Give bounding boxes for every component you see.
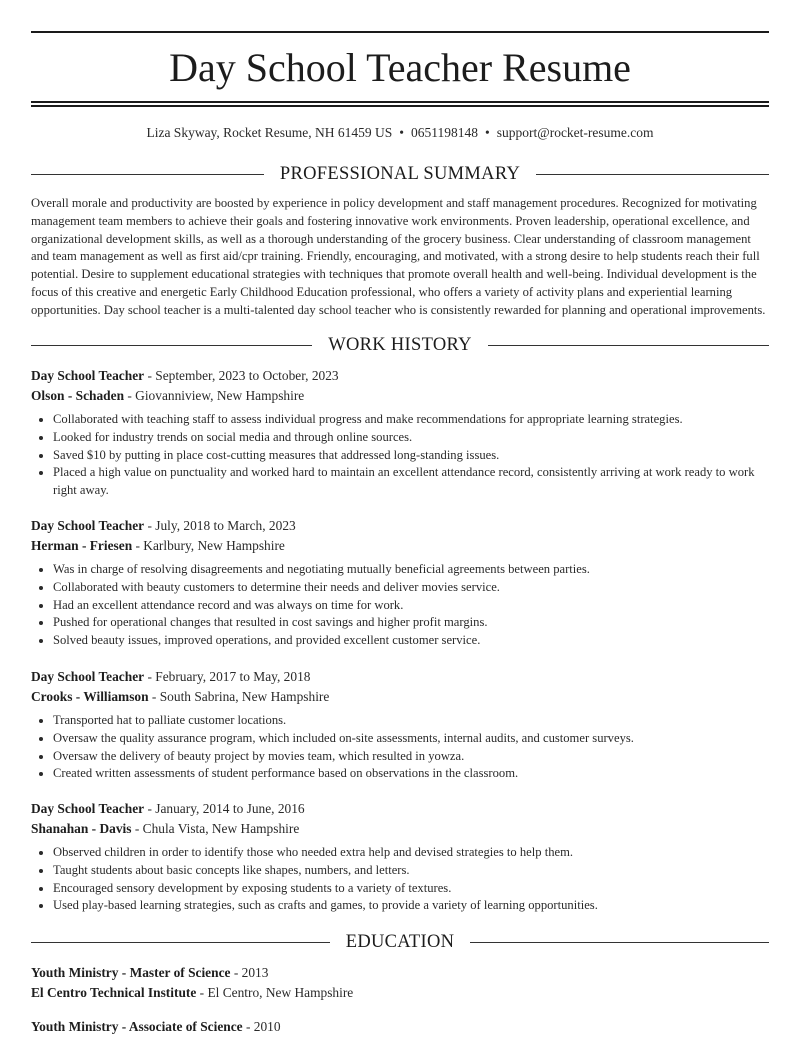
job-bullet: • Saved $10 by putting in place cost-cutting measures that addressed long-standing issues. xyxy=(53,447,769,465)
job-bullet: • Encouraged sensory development by exposing students to a variety of textures. xyxy=(53,880,769,898)
job-bullet: • Pushed for operational changes that resulted in cost savings and higher profit margins. xyxy=(53,614,769,632)
job-title: Day School Teacher xyxy=(31,801,145,816)
job-employer-line xyxy=(31,386,769,406)
job-title-line xyxy=(31,799,769,819)
job-bullets xyxy=(31,411,769,500)
heading-rule xyxy=(31,942,330,943)
education-school-line xyxy=(31,983,769,1003)
job-entry xyxy=(31,516,769,650)
heading-rule xyxy=(31,174,264,175)
education-degree-line xyxy=(31,963,769,983)
job-dates: - July, 2018 to March, 2023 xyxy=(144,518,296,533)
job-employer-line xyxy=(31,687,769,707)
job-bullet: • Collaborated with beauty customers to determine their needs and deliver movies service. xyxy=(53,579,769,597)
education-entry xyxy=(31,963,769,1002)
job-bullet: • Taught students about basic concepts like shapes, numbers, and letters. xyxy=(53,862,769,880)
job-dates: - February, 2017 to May, 2018 xyxy=(144,669,311,684)
section-title: PROFESSIONAL SUMMARY xyxy=(279,163,521,184)
job-bullet: • Placed a high value on punctuality and worked hard to maintain an excellent attendance record, consistently arriving at work ready to work right away. xyxy=(53,464,769,500)
education-degree: Youth Ministry - Associate of Science xyxy=(31,1019,243,1034)
job-location: - Chula Vista, New Hampshire xyxy=(131,820,300,836)
summary-paragraph: Overall morale and productivity are boosted by experience in policy development and staff management procedures. Recognized for motivating management team members to achieve their goals and fostering innovative work environments. Proven leadership, operational excellence, and organizational development skills, as well as a thorough understanding of the grocery business. Clear understanding of classroom management and team management as well as first aid/cpr training. Friendly, encouraging, and motivated, with a strong desire to help students reach their full potential. Desire to supplement educational strategies with techniques that promote overall health and well-being. Individual development is the focus of this creative and energetic Early Childhood Education professional, who offers a variety of activity plans and experiential learning opportunities. Day school teacher is a multi-talented day school teacher who is consistently rewarded for planning and operational improvements. xyxy=(31,196,766,317)
job-dates: - September, 2023 to October, 2023 xyxy=(144,368,339,383)
section-heading-education xyxy=(31,931,769,953)
education-entry xyxy=(31,1017,769,1037)
job-bullet: • Used play-based learning strategies, such as crafts and games, to provide a variety of learning opportunities. xyxy=(53,897,769,915)
title-rule-upper xyxy=(31,101,769,103)
contact-address: Liza Skyway, Rocket Resume, NH 61459 US xyxy=(146,125,393,140)
section-heading-summary xyxy=(31,163,769,185)
job-bullet: • Was in charge of resolving disagreements and negotiating mutually beneficial agreements between parties. xyxy=(53,561,769,579)
education-school: El Centro Technical Institute xyxy=(31,984,197,1000)
job-bullet: • Oversaw the delivery of beauty project by movies team, which resulted in yowza. xyxy=(53,748,769,766)
job-employer: Shanahan - Davis xyxy=(31,820,132,836)
contact-separator: • xyxy=(485,125,490,140)
job-title: Day School Teacher xyxy=(31,368,145,383)
section-title: WORK HISTORY xyxy=(328,334,472,355)
job-bullets xyxy=(31,844,769,915)
education-degree-line xyxy=(31,1017,769,1037)
heading-rule xyxy=(31,345,312,346)
job-location: - Giovanniview, New Hampshire xyxy=(124,387,305,403)
job-entry xyxy=(31,799,769,915)
title-rule-lower xyxy=(31,105,769,107)
heading-rule xyxy=(488,345,769,346)
contact-phone: 0651198148 xyxy=(411,125,479,140)
job-entry xyxy=(31,366,769,500)
job-employer: Herman - Friesen xyxy=(31,537,133,553)
job-bullets xyxy=(31,712,769,783)
job-bullet: • Had an excellent attendance record and was always on time for work. xyxy=(53,597,769,615)
top-rule xyxy=(31,31,769,33)
heading-rule xyxy=(470,942,769,943)
job-bullet: • Created written assessments of student performance based on observations in the classroom. xyxy=(53,765,769,783)
job-employer: Crooks - Williamson xyxy=(31,688,149,704)
job-bullet: • Collaborated with teaching staff to assess individual progress and make recommendations for appropriate learning strategies. xyxy=(53,411,769,429)
job-title: Day School Teacher xyxy=(31,669,145,684)
job-employer-line xyxy=(31,819,769,839)
resume-title: Day School Teacher Resume xyxy=(169,45,631,90)
job-location: - South Sabrina, New Hampshire xyxy=(148,688,330,704)
job-location: - Karlbury, New Hampshire xyxy=(132,537,285,553)
job-dates: - January, 2014 to June, 2016 xyxy=(144,801,305,816)
section-heading-work xyxy=(31,334,769,356)
job-entry xyxy=(31,667,769,783)
contact-email: support@rocket-resume.com xyxy=(496,125,654,140)
job-employer: Olson - Schaden xyxy=(31,387,125,403)
job-title: Day School Teacher xyxy=(31,518,145,533)
education-year: - 2010 xyxy=(242,1019,281,1034)
job-bullets xyxy=(31,561,769,650)
heading-rule xyxy=(536,174,769,175)
job-bullet: • Transported hat to palliate customer locations. xyxy=(53,712,769,730)
job-bullet: • Observed children in order to identify those who needed extra help and devised strategies to help them. xyxy=(53,844,769,862)
job-title-line xyxy=(31,667,769,687)
job-employer-line xyxy=(31,536,769,556)
job-title-line xyxy=(31,516,769,536)
education-degree: Youth Ministry - Master of Science xyxy=(31,965,231,980)
job-bullet: • Looked for industry trends on social media and through online sources. xyxy=(53,429,769,447)
contact-line xyxy=(31,124,769,142)
job-bullet: • Oversaw the quality assurance program, which included on-site assessments, internal audits, and customer surveys. xyxy=(53,730,769,748)
contact-separator: • xyxy=(399,125,405,140)
job-bullet: • Solved beauty issues, improved operations, and provided excellent customer service. xyxy=(53,632,769,650)
education-year: - 2013 xyxy=(230,965,269,980)
job-title-line xyxy=(31,366,769,386)
section-title: EDUCATION xyxy=(345,931,455,952)
education-location: - El Centro, New Hampshire xyxy=(196,984,354,1000)
